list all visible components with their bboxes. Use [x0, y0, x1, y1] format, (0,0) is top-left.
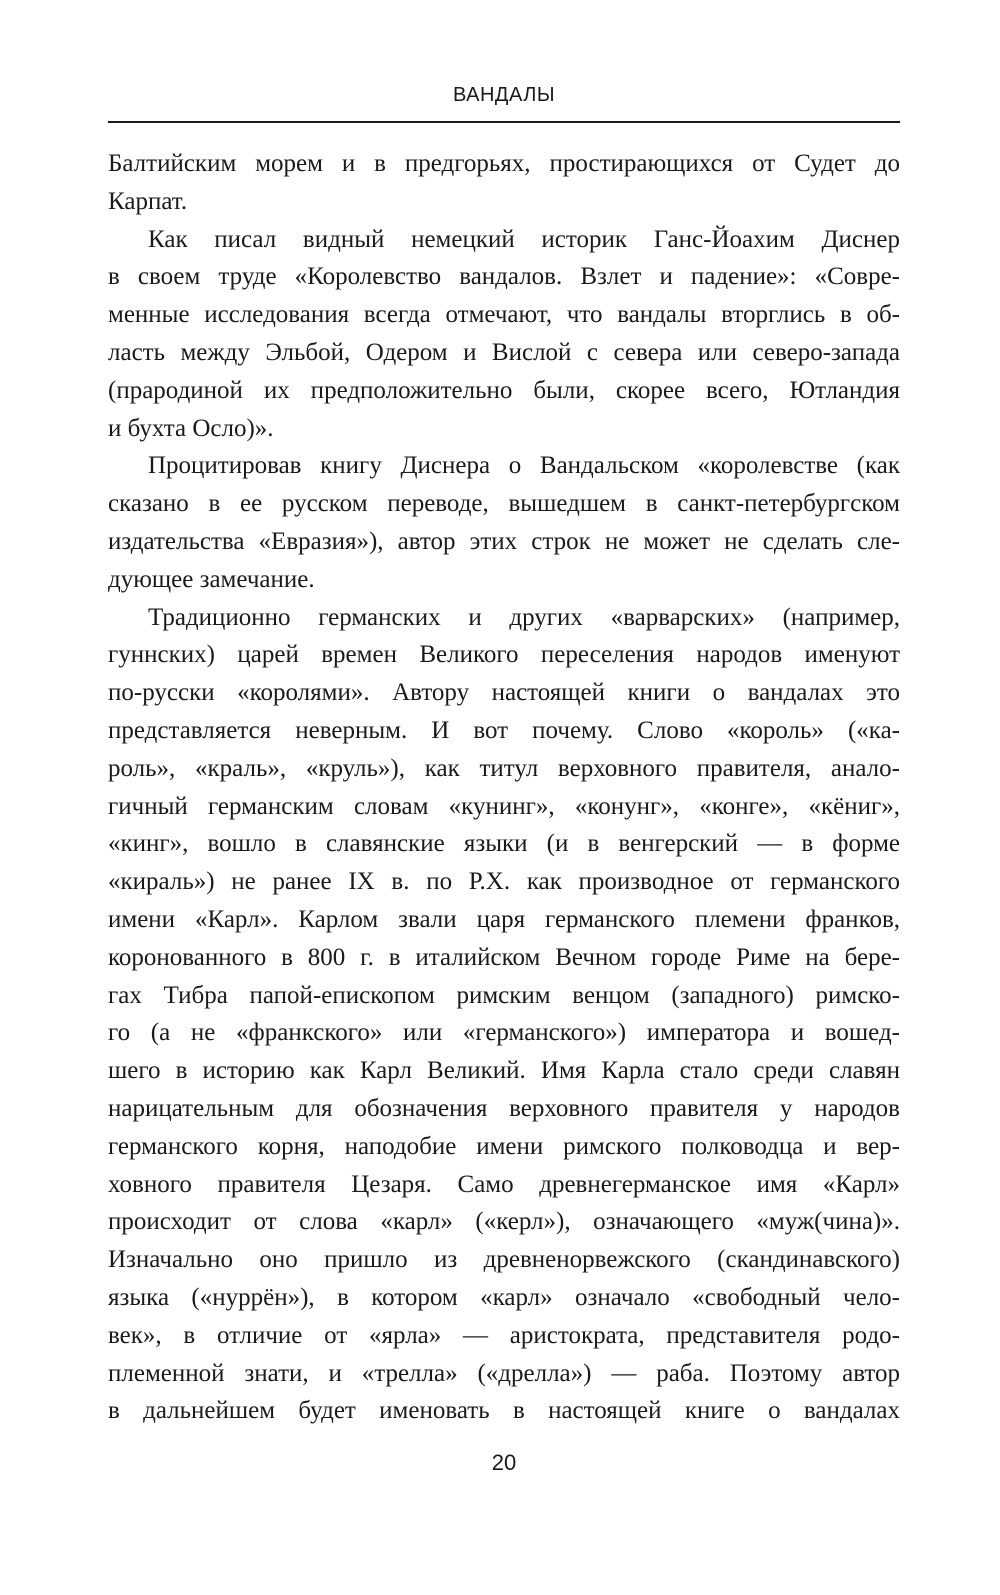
text-line: менные исследования всегда отмечают, что вандалы вторглись в об-	[108, 301, 900, 329]
text-line: «кираль») не ранее IX в. по Р.Х. как производное от германского	[108, 868, 900, 896]
text-line: шего в историю как Карл Великий. Имя Карла стало среди славян	[108, 1057, 900, 1085]
text-line: (прародиной их предположительно были, скорее всего, Ютландия	[108, 376, 900, 404]
paragraph	[108, 221, 900, 448]
text-line: Карпат.	[108, 187, 188, 215]
text-line: имени «Карл». Карлом звали царя германского племени франков,	[108, 905, 900, 933]
text-line: век», в отличие от «ярла» — аристократа, представителя родо-	[108, 1321, 900, 1349]
text-line: нарицательным для обозначения верховного правителя у народов	[108, 1094, 900, 1122]
paragraph	[108, 145, 900, 221]
text-line: в своем труде «Королевство вандалов. Взлет и падение»: «Совре-	[108, 263, 900, 291]
text-line: представляется неверным. И вот почему. Слово «король» («ка-	[108, 716, 900, 744]
paragraph	[108, 599, 900, 1431]
text-line: сказано в ее русском переводе, вышедшем в санкт-петербургском	[108, 490, 900, 518]
text-line: германского корня, наподобие имени римского полководца и вер-	[108, 1132, 900, 1160]
text-line: коронованного в 800 г. в италийском Вечном городе Риме на бере-	[108, 943, 900, 971]
text-line: происходит от слова «карл» («керл»), означающего «муж(чина)».	[108, 1208, 900, 1236]
body-text	[108, 145, 900, 1430]
text-line: гуннских) царей времен Великого переселения народов именуют	[108, 641, 900, 669]
text-line: Процитировав книгу Диснера о Вандальском «королевстве (как	[148, 452, 900, 480]
text-line: в дальнейшем будет именовать в настоящей книге о вандалах	[108, 1397, 900, 1425]
text-line: Как писал видный немецкий историк Ганс-Йоахим Диснер	[148, 225, 900, 253]
page-number: 20	[491, 1450, 517, 1475]
text-line: и бухта Осло)».	[108, 414, 274, 442]
text-line: ласть между Эльбой, Одером и Вислой с севера или северо-запада	[108, 338, 900, 366]
text-line: гичный германским словам «кунинг», «конунг», «конге», «кёниг»,	[108, 792, 900, 820]
text-line: Балтийским морем и в предгорьях, простирающихся от Судет до	[108, 150, 900, 177]
text-line: племенной знати, и «трелла» («дрелла») — раба. Поэтому автор	[108, 1359, 900, 1387]
text-line: роль», «краль», «круль»), как титул верховного правителя, анало-	[108, 754, 900, 782]
text-line: издательства «Евразия»), автор этих строк не может не сделать сле-	[108, 527, 900, 555]
text-line: ховного правителя Цезаря. Само древнегерманское имя «Карл»	[108, 1170, 900, 1198]
text-line: по-русски «королями». Автору настоящей книги о вандалах это	[108, 679, 900, 707]
text-line: дующее замечание.	[108, 565, 315, 593]
text-line: го (а не «франкского» или «германского») императора и вошед-	[108, 1019, 900, 1047]
paragraph	[108, 447, 900, 598]
text-line: Традиционно германских и других «варварских» (например,	[148, 603, 900, 631]
text-line: языка («нуррён»), в котором «карл» означало «свободный чело-	[108, 1283, 900, 1311]
text-line: Изначально оно пришло из древненорвежского (скандинавского)	[108, 1246, 900, 1274]
book-page	[108, 0, 900, 1595]
running-title: ВАНДАЛЫ	[452, 84, 556, 106]
text-line: гах Тибра папой-епископом римским венцом (западного) римско-	[108, 981, 900, 1009]
header-rule	[108, 121, 900, 123]
text-line: «кинг», вошло в славянские языки (и в венгерский — в форме	[108, 830, 900, 858]
